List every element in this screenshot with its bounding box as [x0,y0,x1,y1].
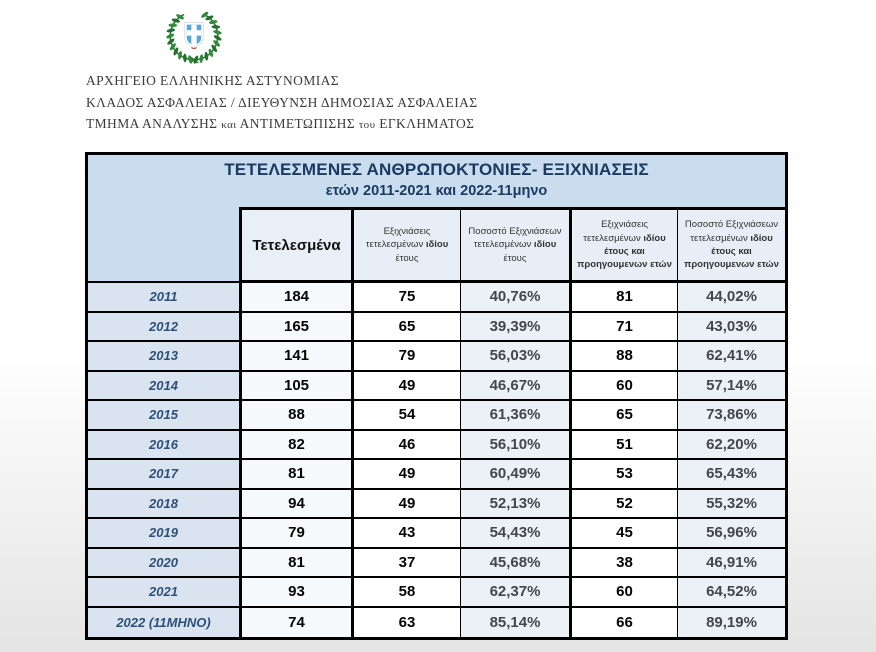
pct-same-year-cell: 60,49% [460,460,569,490]
solved-all-years-cell: 60 [569,578,677,608]
pct-all-years-cell: 57,14% [677,372,785,402]
pct-same-year-cell: 62,37% [460,578,569,608]
table-row [88,313,785,343]
solved-same-year-cell: 37 [351,549,460,579]
table-row [88,372,785,402]
solved-same-year-cell: 46 [351,431,460,461]
table-body [88,283,785,637]
pct-all-years-cell: 55,32% [677,490,785,520]
table-row [88,608,785,638]
completed-cell: 93 [239,578,351,608]
completed-cell: 88 [239,401,351,431]
pct-all-years-cell: 64,52% [677,578,785,608]
year-cell: 2014 [88,372,239,402]
table-row [88,519,785,549]
table-row [88,549,785,579]
table-row [88,578,785,608]
completed-cell: 94 [239,490,351,520]
solved-all-years-cell: 51 [569,431,677,461]
table-header-row [88,207,785,283]
year-cell: 2021 [88,578,239,608]
completed-cell: 81 [239,549,351,579]
table-row [88,460,785,490]
header-pct-all-years: Ποσοστό Εξιχνιάσεων τετελεσμένων ιδίου έτους και προηγουμενων ετών [677,207,785,283]
pct-same-year-cell: 54,43% [460,519,569,549]
solved-all-years-cell: 88 [569,342,677,372]
solved-all-years-cell: 66 [569,608,677,638]
solved-all-years-cell: 71 [569,313,677,343]
table-title [88,155,785,207]
table-title-line2: ετών 2011-2021 και 2022-11μηνο [325,183,548,199]
header-pct-same-year: Ποσοστό Εξιχνιάσεων τετελεσμένων ιδίου έτους [460,207,569,283]
pct-same-year-cell: 61,36% [460,401,569,431]
solved-all-years-cell: 45 [569,519,677,549]
table-title-line1: ΤΕΤΕΛΕΣΜΕΝΕΣ ΑΝΘΡΩΠΟΚΤΟΝΙΕΣ- ΕΞΙΧΝΙΑΣΕΙΣ [224,160,649,179]
letterhead-line: ΤΜΗΜΑ ΑΝΑΛΥΣΗΣ και ΑΝΤΙΜΕΤΩΠΙΣΗΣ του ΕΓΚΛΗΜΑΤΟΣ [86,116,475,131]
pct-same-year-cell: 56,03% [460,342,569,372]
pct-all-years-cell: 89,19% [677,608,785,638]
completed-cell: 184 [239,283,351,313]
hellenic-police-emblem-icon [163,5,225,67]
letterhead-line: ΚΛΑΔΟΣ ΑΣΦΑΛΕΙΑΣ / ΔΙΕΥΘΥΝΣΗ ΔΗΜΟΣΙΑΣ ΑΣΦΑΛΕΙΑΣ [86,94,478,110]
solved-same-year-cell: 58 [351,578,460,608]
pct-all-years-cell: 56,96% [677,519,785,549]
pct-same-year-cell: 45,68% [460,549,569,579]
pct-all-years-cell: 62,41% [677,342,785,372]
table-row [88,490,785,520]
solved-all-years-cell: 81 [569,283,677,313]
pct-same-year-cell: 46,67% [460,372,569,402]
year-cell: 2016 [88,431,239,461]
year-cell: 2012 [88,313,239,343]
year-cell: 2018 [88,490,239,520]
pct-same-year-cell: 40,76% [460,283,569,313]
pct-all-years-cell: 43,03% [677,313,785,343]
year-cell: 2011 [88,283,239,313]
pct-all-years-cell: 65,43% [677,460,785,490]
solved-all-years-cell: 53 [569,460,677,490]
year-cell: 2013 [88,342,239,372]
solved-all-years-cell: 60 [569,372,677,402]
year-cell: 2015 [88,401,239,431]
letterhead-line: ΑΡΧΗΓΕΙΟ ΕΛΛΗΝΙΚΗΣ ΑΣΤΥΝΟΜΙΑΣ [86,73,340,88]
completed-cell: 81 [239,460,351,490]
year-cell: 2020 [88,549,239,579]
year-cell: 2017 [88,460,239,490]
pct-all-years-cell: 62,20% [677,431,785,461]
completed-cell: 79 [239,519,351,549]
pct-same-year-cell: 52,13% [460,490,569,520]
year-cell: 2019 [88,519,239,549]
completed-cell: 141 [239,342,351,372]
solved-all-years-cell: 65 [569,401,677,431]
table-row [88,431,785,461]
completed-cell: 74 [239,608,351,638]
pct-same-year-cell: 56,10% [460,431,569,461]
pct-same-year-cell: 85,14% [460,608,569,638]
table-row [88,342,785,372]
header-corner-cell [88,207,239,283]
table-row [88,401,785,431]
solved-same-year-cell: 43 [351,519,460,549]
header-completed: Τετελεσμένα [239,207,351,283]
homicide-statistics-table [85,152,788,640]
pct-all-years-cell: 73,86% [677,401,785,431]
year-cell: 2022 (11ΜΗΝΟ) [88,608,239,638]
solved-same-year-cell: 79 [351,342,460,372]
completed-cell: 105 [239,372,351,402]
pct-same-year-cell: 39,39% [460,313,569,343]
letterhead-lines [86,70,478,137]
solved-same-year-cell: 49 [351,460,460,490]
header-solved-all-years: Εξιχνιάσεις τετελεσμένων ιδίου έτους και προηγουμενων ετών [569,207,677,283]
solved-all-years-cell: 52 [569,490,677,520]
solved-all-years-cell: 38 [569,549,677,579]
solved-same-year-cell: 63 [351,608,460,638]
solved-same-year-cell: 49 [351,372,460,402]
pct-all-years-cell: 46,91% [677,549,785,579]
solved-same-year-cell: 65 [351,313,460,343]
completed-cell: 165 [239,313,351,343]
solved-same-year-cell: 54 [351,401,460,431]
pct-all-years-cell: 44,02% [677,283,785,313]
letterhead [86,70,478,137]
solved-same-year-cell: 49 [351,490,460,520]
table-row [88,283,785,313]
completed-cell: 82 [239,431,351,461]
solved-same-year-cell: 75 [351,283,460,313]
header-solved-same-year: Εξιχνιάσεις τετελεσμένων ιδίου έτους [351,207,460,283]
